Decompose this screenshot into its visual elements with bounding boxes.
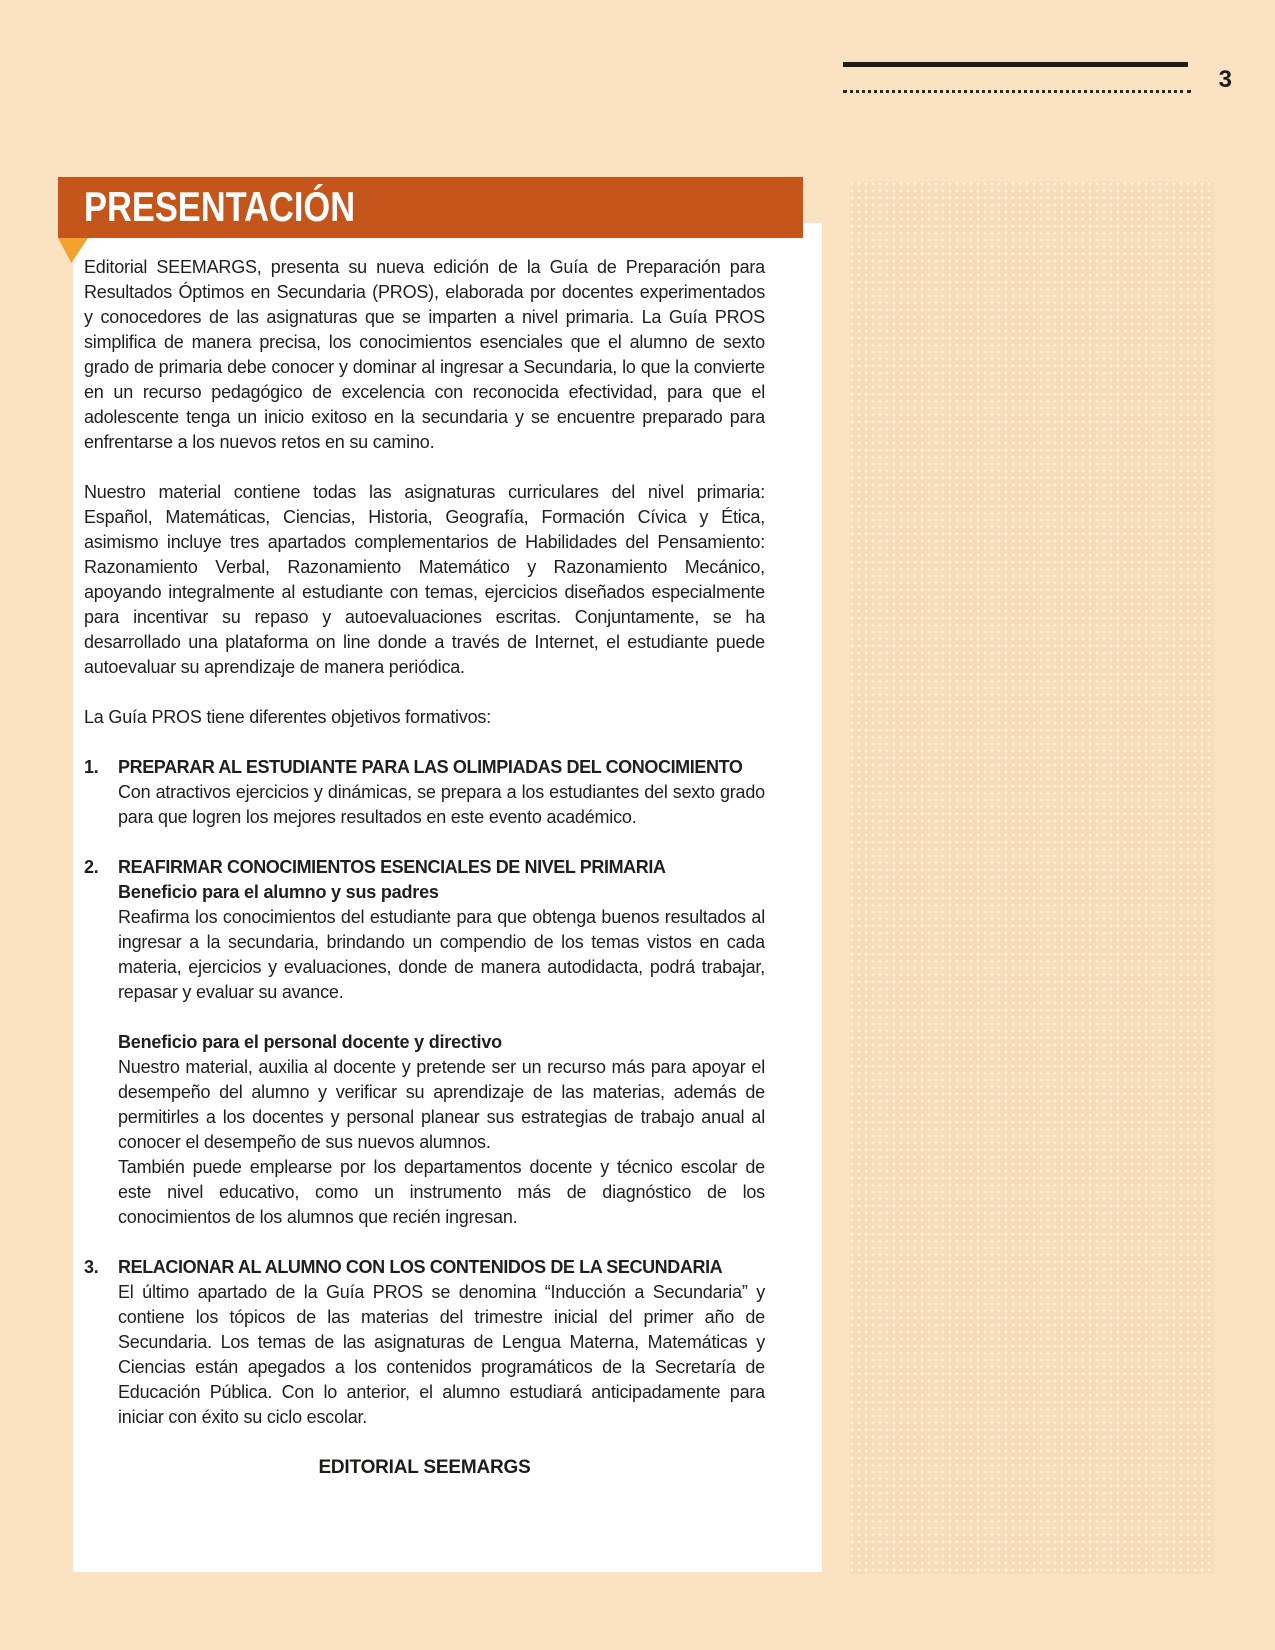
page-number: 3 — [1218, 66, 1232, 93]
section-header-banner — [58, 177, 803, 238]
intro-paragraph: Editorial SEEMARGS, presenta su nueva edición de la Guía de Preparación para Resultados Óptimos en Secundaria (PROS), elaborada por docentes experimentados y conocedores de las asignaturas que se imparten a nivel primaria. La Guía PROS simplifica de manera precisa, los conocimientos esenciales que el alumno de sexto grado de primaria debe conocer y dominar al ingresar a Secundaria, lo que la convierte en un recurso pedagógico de excelencia con reconocida efectividad, para que el adolescente tenga un inicio exitoso en la secundaria y se encuentre preparado para enfrentarse a los nuevos retos en su camino. — [84, 257, 765, 452]
body-column — [73, 223, 822, 1480]
list-item-title: RELACIONAR AL ALUMNO CON LOS CONTENIDOS DE LA SECUNDARIA — [118, 1257, 723, 1277]
objectives-lead-paragraph: La Guía PROS tiene diferentes objetivos formativos: — [84, 707, 492, 727]
editorial-signature: EDITORIAL SEEMARGS — [318, 1457, 531, 1478]
list-item-number: 3. — [84, 1257, 99, 1277]
list-item-title: REAFIRMAR CONOCIMIENTOS ESENCIALES DE NIVEL PRIMARIA — [118, 857, 666, 877]
content-panel — [73, 223, 822, 1572]
list-item-number: 1. — [84, 757, 99, 777]
list-item-paragraph: Con atractivos ejercicios y dinámicas, se prepara a los estudiantes del sexto grado para que logren los mejores resultados en este evento académico. — [118, 782, 765, 827]
top-solid-rule — [843, 62, 1188, 67]
list-item-title: PREPARAR AL ESTUDIANTE PARA LAS OLIMPIADAS DEL CONOCIMIENTO — [118, 757, 743, 777]
top-dotted-rule — [843, 86, 1191, 93]
benefit-teachers-subtitle: Beneficio para el personal docente y directivo — [118, 1032, 502, 1052]
benefit-teachers-paragraph-2: También puede emplearse por los departamentos docente y técnico escolar de este nivel educativo, como un instrumento más de diagnóstico de los conocimientos de los alumnos que recién ingresan. — [118, 1157, 765, 1227]
list-item-2 — [84, 855, 765, 1230]
list-item-3 — [84, 1255, 765, 1430]
dot-pattern-panel — [850, 182, 1214, 1574]
list-item-paragraph: El último apartado de la Guía PROS se denomina “Inducción a Secundaria” y contiene los tópicos de las materias del trimestre inicial del primer año de Secundaria. Los temas de las asignaturas de Lengua Materna, Matemáticas y Ciencias están apegados a los contenidos programáticos de la Secretaría de Educación Pública. Con lo anterior, el alumno estudiará anticipadamente para iniciar con éxito su ciclo escolar. — [118, 1282, 765, 1427]
benefit-students-paragraph: Reafirma los conocimientos del estudiante para que obtenga buenos resultados al ingresar a la secundaria, brindando un compendio de los temas vistos en cada materia, ejercicios y evaluaciones, donde de manera autodidacta, podrá trabajar, repasar y evaluar su avance. — [118, 907, 765, 1002]
list-item-number: 2. — [84, 857, 99, 877]
benefit-teachers-paragraph: Nuestro material, auxilia al docente y pretende ser un recurso más para apoyar el desempeño del alumno y verificar su aprendizaje de las materias, además de permitirles a los docentes y personal planear sus estrategias de trabajo anual al conocer el desempeño de sus nuevos alumnos. — [118, 1057, 765, 1152]
list-item-1 — [84, 755, 765, 830]
section-title: PRESENTACIÓN — [84, 183, 356, 230]
materials-paragraph: Nuestro material contiene todas las asignaturas curriculares del nivel primaria: Español, Matemáticas, Ciencias, Historia, Geografía, Formación Cívica y Ética, asimismo incluye tres apartados complementarios de Habilidades del Pensamiento: Razonamiento Verbal, Razonamiento Matemático y Razonamiento Mecánico, apoyando integralmente al estudiante con temas, ejercicios diseñados especialmente para incentivar su repaso y autoevaluaciones escritas. Conjuntamente, se ha desarrollado una plataforma on line donde a través de Internet, el estudiante puede autoevaluar su aprendizaje de manera periódica. — [84, 482, 765, 677]
benefit-students-subtitle: Beneficio para el alumno y sus padres — [118, 882, 439, 902]
